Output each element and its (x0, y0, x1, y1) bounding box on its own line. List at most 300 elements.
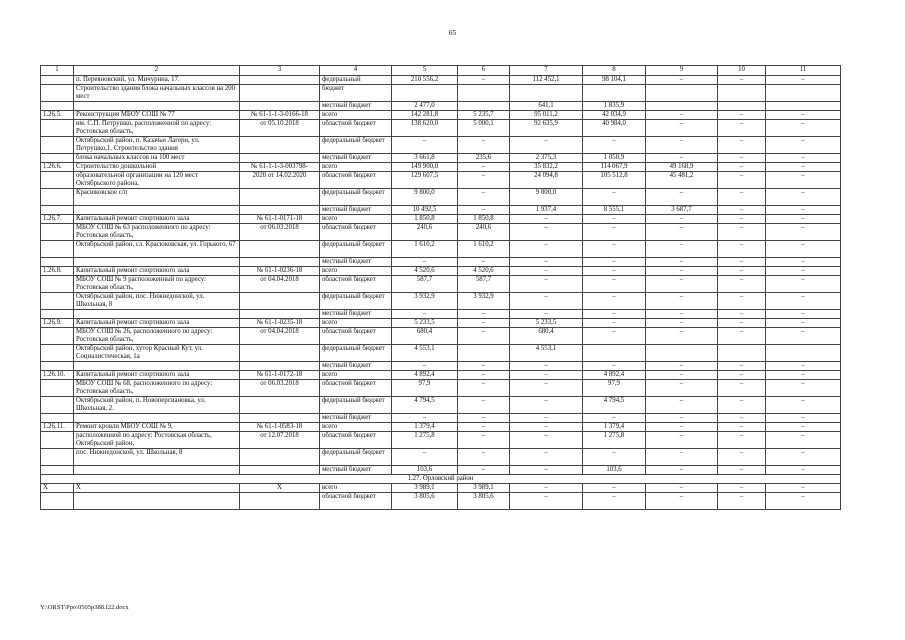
cell-c10: – (718, 76, 766, 85)
cell-doc (240, 414, 320, 423)
cell-c5: 587,7 (392, 276, 458, 293)
cell-num: 1.26.8. (41, 267, 74, 276)
cell-doc (240, 102, 320, 111)
cell-c10: – (718, 493, 766, 510)
cell-c5: 3 989,1 (392, 484, 458, 493)
cell-c6: – (458, 76, 510, 85)
header-row (41, 66, 841, 76)
cell-c8: – (583, 362, 646, 371)
cell-c6: 3 805,6 (458, 493, 510, 510)
cell-c5: 2 477,0 (392, 102, 458, 111)
cell-c8 (583, 85, 646, 102)
cell-c11: – (766, 397, 841, 414)
table-row (41, 397, 841, 414)
cell-c5: – (392, 449, 458, 466)
cell-c10: – (718, 310, 766, 319)
cell-c11: – (766, 293, 841, 310)
cell-doc (240, 466, 320, 475)
cell-c5: 142 281,8 (392, 111, 458, 120)
cell-c11: – (766, 172, 841, 189)
cell-c9: – (646, 293, 718, 310)
cell-c8: – (583, 293, 646, 310)
cell-c6: – (458, 258, 510, 267)
cell-c6: 1 610,2 (458, 241, 510, 258)
cell-c8: 1 275,8 (583, 432, 646, 449)
cell-c9 (646, 102, 718, 111)
cell-c6: – (458, 319, 510, 328)
cell-c9 (646, 345, 718, 362)
cell-desc (74, 414, 240, 423)
cell-c11: – (766, 215, 841, 224)
cell-c10: – (718, 258, 766, 267)
cell-doc: № 61-1-0583-18 (240, 423, 320, 432)
cell-src: областной бюджет (320, 380, 392, 397)
cell-src: всего (320, 423, 392, 432)
cell-c9: – (646, 154, 718, 163)
cell-c7: 680,4 (510, 328, 583, 345)
cell-src: бюджет (320, 85, 392, 102)
cell-c6: 3 989,1 (458, 484, 510, 493)
cell-src: всего (320, 371, 392, 380)
cell-c5: 3 661,8 (392, 154, 458, 163)
cell-c9: – (646, 111, 718, 120)
cell-desc: МБОУ СОШ № 26, расположенного по адресу: Ростовская область, (74, 328, 240, 345)
cell-c9: 3 687,7 (646, 206, 718, 215)
cell-desc: Ремонт кровли МБОУ СОШ № 9, (74, 423, 240, 432)
cell-c6 (458, 102, 510, 111)
cell-c10: – (718, 484, 766, 493)
cell-c8 (583, 345, 646, 362)
cell-src: федеральный бюджет (320, 449, 392, 466)
cell-c8: 1 379,4 (583, 423, 646, 432)
cell-c11: – (766, 224, 841, 241)
cell-num (41, 102, 74, 111)
cell-c9: – (646, 310, 718, 319)
cell-c5: 1 275,8 (392, 432, 458, 449)
table-row (41, 293, 841, 310)
cell-src: местный бюджет (320, 102, 392, 111)
column-header: 7 (510, 66, 583, 76)
table-row (41, 276, 841, 293)
cell-c7: – (510, 293, 583, 310)
cell-c5 (392, 85, 458, 102)
cell-c7: – (510, 362, 583, 371)
table-row (41, 163, 841, 172)
cell-c6: 5 000,1 (458, 120, 510, 137)
cell-c11: – (766, 310, 841, 319)
cell-c6: 240,6 (458, 224, 510, 241)
cell-doc (240, 154, 320, 163)
column-header: 8 (583, 66, 646, 76)
cell-src: всего (320, 163, 392, 172)
cell-c6: – (458, 397, 510, 414)
table-row (41, 258, 841, 267)
cell-c7: 4 553,1 (510, 345, 583, 362)
cell-c11: – (766, 432, 841, 449)
cell-c9: – (646, 371, 718, 380)
cell-c6: 235,6 (458, 154, 510, 163)
cell-desc: пос. Нижнедонской, ул. Школьная, 8 (74, 449, 240, 466)
cell-num: 1.26.11. (41, 423, 74, 432)
cell-c7: 641,1 (510, 102, 583, 111)
cell-c6: 5 235,7 (458, 111, 510, 120)
cell-c5: – (392, 414, 458, 423)
column-header: 2 (74, 66, 240, 76)
cell-c5: 3 805,6 (392, 493, 458, 510)
cell-c10: – (718, 328, 766, 345)
cell-c8: – (583, 189, 646, 206)
cell-c7: – (510, 397, 583, 414)
cell-num (41, 224, 74, 241)
cell-c11: – (766, 362, 841, 371)
table-row (41, 267, 841, 276)
cell-desc: расположенной по адресу: Ростовская область, Октябрьский район, (74, 432, 240, 449)
cell-c11: – (766, 267, 841, 276)
table-row (41, 423, 841, 432)
table-row (41, 493, 841, 510)
cell-num (41, 293, 74, 310)
cell-c9: – (646, 328, 718, 345)
cell-c11: – (766, 154, 841, 163)
cell-c6 (458, 345, 510, 362)
cell-c9 (646, 85, 718, 102)
cell-doc (240, 293, 320, 310)
cell-num (41, 85, 74, 102)
cell-c10: – (718, 241, 766, 258)
cell-c10: – (718, 137, 766, 154)
cell-desc: Капитальный ремонт спортивного зала (74, 267, 240, 276)
cell-c7: 92 635,9 (510, 120, 583, 137)
cell-c8: – (583, 215, 646, 224)
cell-doc: 2020 от 14.02.2020 (240, 172, 320, 189)
cell-c9: – (646, 215, 718, 224)
cell-num (41, 345, 74, 362)
cell-c10: – (718, 432, 766, 449)
cell-desc: Строительство дошкольной (74, 163, 240, 172)
table-row (41, 172, 841, 189)
cell-desc (74, 102, 240, 111)
cell-num (41, 310, 74, 319)
cell-c11: – (766, 76, 841, 85)
cell-doc: № 61-1-0171-18 (240, 215, 320, 224)
table-row (41, 345, 841, 362)
cell-desc: им. С.П. Петрушко, расположенной по адресу: Ростовская область, (74, 120, 240, 137)
cell-desc: Х (74, 484, 240, 493)
cell-c5: 149 900,0 (392, 163, 458, 172)
cell-c10: – (718, 362, 766, 371)
cell-desc (74, 466, 240, 475)
cell-desc: МБОУ СОШ № 9 расположенный по адресу: Ростовская область, (74, 276, 240, 293)
cell-c6: – (458, 380, 510, 397)
cell-doc (240, 397, 320, 414)
cell-c6: 3 932,9 (458, 293, 510, 310)
cell-c11: – (766, 258, 841, 267)
cell-c5: – (392, 258, 458, 267)
cell-c11: – (766, 414, 841, 423)
cell-num (41, 137, 74, 154)
cell-c6: – (458, 414, 510, 423)
cell-c6: – (458, 310, 510, 319)
cell-c10: – (718, 319, 766, 328)
cell-c7: 2 375,3 (510, 154, 583, 163)
cell-c5: 1 610,2 (392, 241, 458, 258)
cell-c5: 10 492,5 (392, 206, 458, 215)
table-row (41, 328, 841, 345)
cell-c10: – (718, 154, 766, 163)
cell-c8: 1 835,9 (583, 102, 646, 111)
cell-doc (240, 258, 320, 267)
cell-c7: – (510, 466, 583, 475)
cell-c9: – (646, 224, 718, 241)
cell-src: местный бюджет (320, 414, 392, 423)
page-number: 65 (448, 28, 457, 37)
cell-c10: – (718, 380, 766, 397)
cell-src: местный бюджет (320, 466, 392, 475)
cell-c8: 42 034,9 (583, 111, 646, 120)
column-header: 1 (41, 66, 74, 76)
cell-c8: – (583, 310, 646, 319)
cell-desc: Строительство здания блока начальных классов на 200 мест (74, 85, 240, 102)
cell-c9: – (646, 276, 718, 293)
cell-c5: 680,4 (392, 328, 458, 345)
cell-desc: образовательной организации на 120 мест Октябрьского района, (74, 172, 240, 189)
cell-c9: – (646, 258, 718, 267)
cell-desc (74, 310, 240, 319)
cell-c7: 24 094,8 (510, 172, 583, 189)
cell-num (41, 76, 74, 85)
cell-desc: Октябрьский район, п. Новоперсиановка, ул. Школьная, 2. (74, 397, 240, 414)
cell-c10: – (718, 189, 766, 206)
cell-c6: 587,7 (458, 276, 510, 293)
cell-desc: Октябрьский район, пос. Нижнедонской, ул. Школьная, 8 (74, 293, 240, 310)
cell-c5: 4 794,5 (392, 397, 458, 414)
cell-c10: – (718, 215, 766, 224)
cell-doc: № 61-1-0235-18 (240, 319, 320, 328)
cell-c5: 210 556,2 (392, 76, 458, 85)
cell-num (41, 414, 74, 423)
cell-src: всего (320, 267, 392, 276)
cell-c11 (766, 85, 841, 102)
cell-c8: – (583, 137, 646, 154)
cell-c7: – (510, 414, 583, 423)
cell-desc: Октябрьский район, сл. Красюковская, ул. Горького, 67 (74, 241, 240, 258)
cell-c5: – (392, 362, 458, 371)
cell-c11: – (766, 319, 841, 328)
table-row (41, 241, 841, 258)
cell-c8: – (583, 493, 646, 510)
table-row (41, 310, 841, 319)
cell-c11: – (766, 163, 841, 172)
cell-c8: – (583, 319, 646, 328)
cell-num (41, 493, 74, 510)
cell-c5: 1 379,4 (392, 423, 458, 432)
cell-c7: – (510, 371, 583, 380)
cell-doc (240, 76, 320, 85)
cell-c8: 40 984,0 (583, 120, 646, 137)
cell-src: областной бюджет (320, 224, 392, 241)
cell-c8: – (583, 484, 646, 493)
cell-c10 (718, 102, 766, 111)
cell-c9: – (646, 493, 718, 510)
cell-src: областной бюджет (320, 120, 392, 137)
cell-doc: № 61-1-0236-18 (240, 267, 320, 276)
cell-c9: – (646, 120, 718, 137)
cell-c6: – (458, 371, 510, 380)
cell-desc: п. Переяновский, ул. Мичурина, 17. (74, 76, 240, 85)
table-row (41, 189, 841, 206)
cell-desc (74, 362, 240, 371)
table-row (41, 76, 841, 85)
cell-c6: – (458, 449, 510, 466)
cell-src: областной бюджет (320, 172, 392, 189)
cell-c11: – (766, 276, 841, 293)
cell-c11: – (766, 120, 841, 137)
column-header: 5 (392, 66, 458, 76)
cell-num (41, 154, 74, 163)
cell-doc (240, 206, 320, 215)
cell-doc: от 04.04.2018 (240, 276, 320, 293)
cell-c6: 1 850,8 (458, 215, 510, 224)
cell-doc (240, 449, 320, 466)
cell-desc: блока начальных классов на 100 мест (74, 154, 240, 163)
cell-c9: – (646, 241, 718, 258)
cell-desc: МБОУ СОШ № 63 расположенного по адресу: Ростовская область, (74, 224, 240, 241)
cell-src: местный бюджет (320, 362, 392, 371)
cell-desc: Октябрьский район, хутор Красный Кут, ул. Социалистическая, 1а (74, 345, 240, 362)
cell-src: федеральный бюджет (320, 241, 392, 258)
cell-c9: – (646, 319, 718, 328)
cell-num (41, 449, 74, 466)
cell-c11: – (766, 371, 841, 380)
cell-c5: – (392, 310, 458, 319)
table-row (41, 414, 841, 423)
cell-c9: – (646, 380, 718, 397)
cell-c9: – (646, 189, 718, 206)
cell-c7: 95 011,2 (510, 111, 583, 120)
cell-c10: – (718, 276, 766, 293)
cell-num: 1.26.9. (41, 319, 74, 328)
cell-c7: – (510, 432, 583, 449)
cell-c9: – (646, 449, 718, 466)
cell-c7: 9 800,0 (510, 189, 583, 206)
cell-c11: – (766, 206, 841, 215)
cell-c8: – (583, 414, 646, 423)
cell-desc: Октябрьский район, п. Казачьи Лагери, ул. Петрушко,1. Строительство здания (74, 137, 240, 154)
table-row (41, 449, 841, 466)
cell-c5: – (392, 137, 458, 154)
cell-c8: 114 067,9 (583, 163, 646, 172)
cell-c5: 129 607,5 (392, 172, 458, 189)
cell-src: федеральный бюджет (320, 397, 392, 414)
cell-src: федеральный бюджет (320, 189, 392, 206)
cell-src: федеральный бюджет (320, 345, 392, 362)
table-row (41, 380, 841, 397)
table-row (41, 371, 841, 380)
cell-desc: Капитальный ремонт спортивного зала (74, 371, 240, 380)
cell-c9: – (646, 137, 718, 154)
cell-c10: – (718, 267, 766, 276)
cell-doc (240, 493, 320, 510)
cell-doc: № 61-1-0172-18 (240, 371, 320, 380)
cell-c9: – (646, 76, 718, 85)
cell-doc (240, 137, 320, 154)
cell-c10 (718, 85, 766, 102)
cell-c5: 5 233,5 (392, 319, 458, 328)
cell-doc: № 61-1-1-3-003798- (240, 163, 320, 172)
cell-num (41, 189, 74, 206)
cell-c11: – (766, 189, 841, 206)
cell-c8: – (583, 276, 646, 293)
cell-c7: – (510, 215, 583, 224)
cell-c7: 1 937,4 (510, 206, 583, 215)
cell-num: 1.26.6. (41, 163, 74, 172)
cell-num: 1.26.5. (41, 111, 74, 120)
cell-num (41, 362, 74, 371)
cell-c8: – (583, 267, 646, 276)
cell-src: федеральный бюджет (320, 137, 392, 154)
cell-c8: 97,9 (583, 380, 646, 397)
cell-desc: Капитальный ремонт спортивного зала (74, 215, 240, 224)
cell-c7: 5 233,5 (510, 319, 583, 328)
cell-doc: от 05.10.2018 (240, 120, 320, 137)
cell-c11: – (766, 241, 841, 258)
table-row (41, 319, 841, 328)
column-header: 6 (458, 66, 510, 76)
cell-c10: – (718, 397, 766, 414)
cell-c5: 9 800,0 (392, 189, 458, 206)
cell-num (41, 432, 74, 449)
cell-doc: от 06.03.2018 (240, 224, 320, 241)
column-header: 4 (320, 66, 392, 76)
cell-num (41, 120, 74, 137)
cell-src: федеральный бюджет (320, 293, 392, 310)
table-row (41, 154, 841, 163)
cell-c8: 103,6 (583, 466, 646, 475)
cell-c9: – (646, 414, 718, 423)
cell-src: областной бюджет (320, 432, 392, 449)
cell-c5: 240,6 (392, 224, 458, 241)
table-row (41, 85, 841, 102)
table-row (41, 362, 841, 371)
table-row (41, 224, 841, 241)
cell-c10: – (718, 449, 766, 466)
cell-doc (240, 310, 320, 319)
cell-c7: 112 452,1 (510, 76, 583, 85)
cell-c9: 45 481,2 (646, 172, 718, 189)
cell-c7: – (510, 423, 583, 432)
cell-c8: – (583, 328, 646, 345)
cell-src: всего (320, 319, 392, 328)
cell-c8: 4 794,5 (583, 397, 646, 414)
cell-c11 (766, 102, 841, 111)
cell-c6: – (458, 466, 510, 475)
cell-c7: – (510, 137, 583, 154)
cell-c10: – (718, 371, 766, 380)
cell-c11: – (766, 111, 841, 120)
table-row (41, 466, 841, 475)
cell-src: всего (320, 111, 392, 120)
cell-c6: – (458, 328, 510, 345)
cell-c10: – (718, 163, 766, 172)
table-row (41, 484, 841, 493)
cell-c11: – (766, 466, 841, 475)
column-header: 10 (718, 66, 766, 76)
cell-c11: – (766, 380, 841, 397)
cell-c8: 105 512,8 (583, 172, 646, 189)
cell-c5: 103,6 (392, 466, 458, 475)
cell-c7: – (510, 267, 583, 276)
cell-c9: – (646, 423, 718, 432)
